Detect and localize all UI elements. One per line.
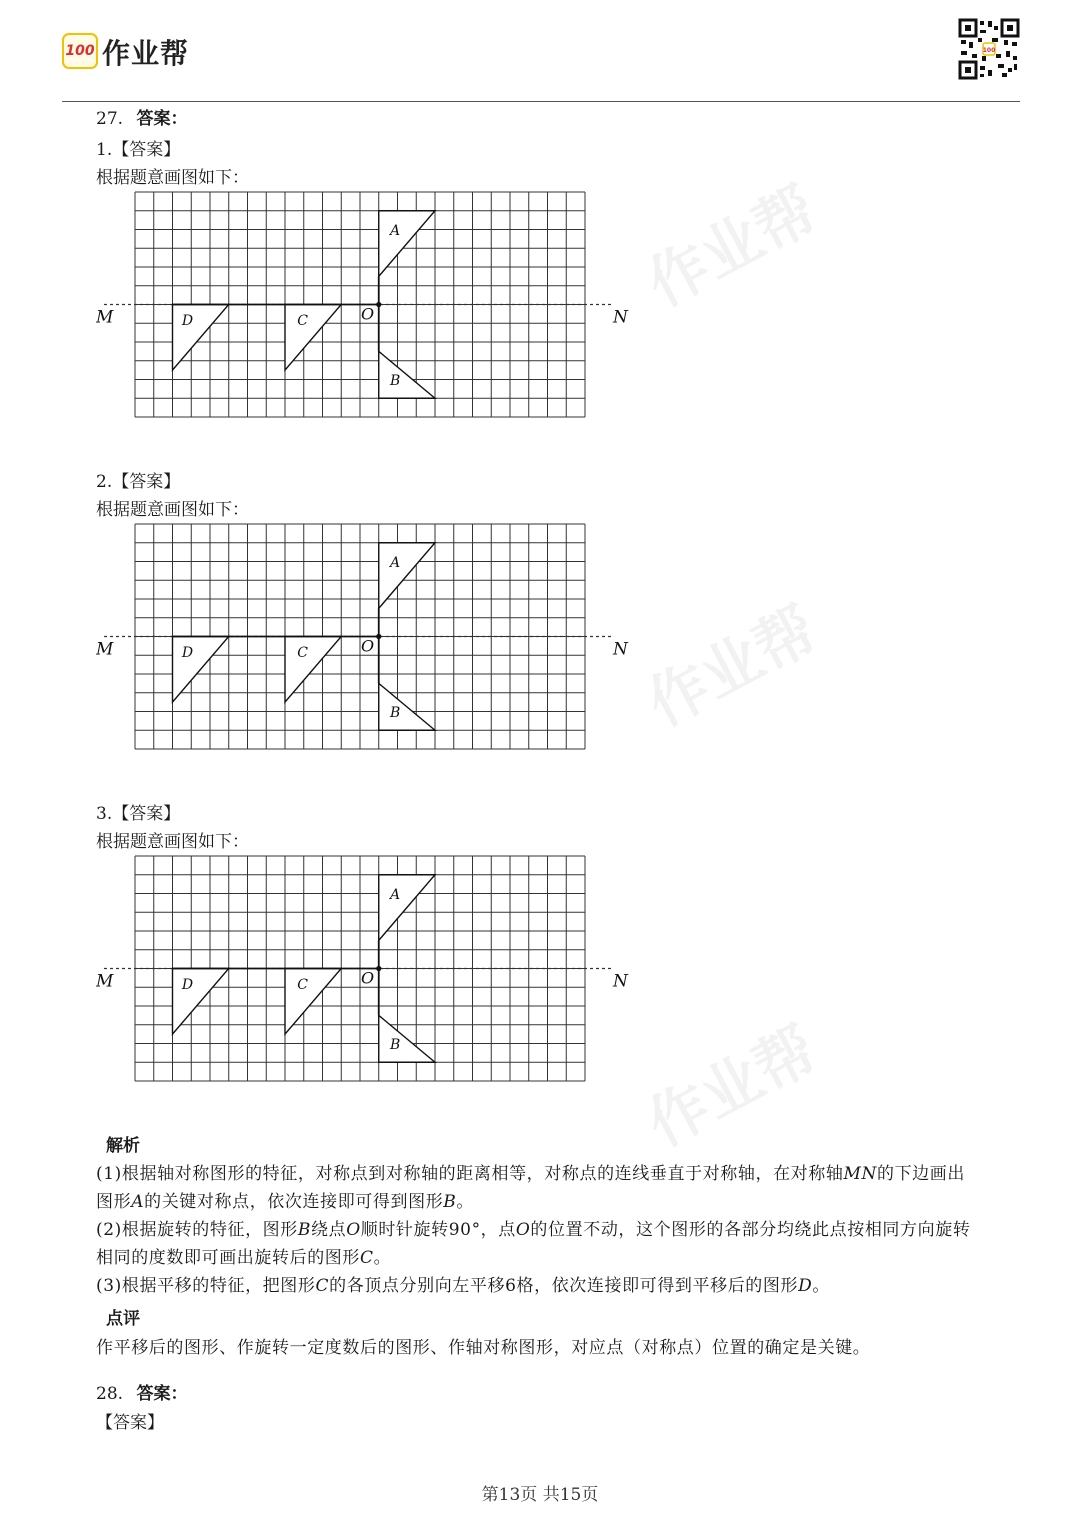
text: 的各顶点分别向左平移6格，依次连接即可得到平移后的图形 — [329, 1276, 799, 1296]
q28-answer: 【答案】 — [96, 1413, 164, 1433]
math-b: B — [443, 1192, 457, 1212]
text: 。 — [373, 1248, 392, 1268]
text: 。 — [456, 1192, 474, 1212]
watermark: 作业帮 — [636, 594, 829, 741]
text: 顺时针旋转 — [360, 1220, 449, 1240]
analysis-p1-line2 — [96, 1188, 1041, 1216]
label-b: B — [390, 1037, 401, 1054]
math-angle: 90° — [448, 1220, 481, 1240]
label-n: N — [613, 639, 628, 660]
label-m: M — [96, 971, 114, 992]
label-n: N — [613, 971, 628, 992]
math-mn: MN — [843, 1164, 877, 1184]
math-d: D — [798, 1276, 813, 1296]
label-o: O — [360, 636, 375, 656]
label-c: C — [297, 977, 308, 994]
point-o — [376, 966, 381, 971]
header-divider — [62, 101, 1020, 102]
part-2-label: 2.【答案】 — [96, 472, 181, 492]
figure-3-grid — [96, 852, 636, 1132]
analysis-paragraphs — [96, 1160, 1041, 1300]
label-a: A — [390, 223, 401, 240]
analysis-p3 — [96, 1272, 1041, 1300]
analysis-p2-line1 — [96, 1216, 1041, 1244]
text: ，点 — [480, 1220, 516, 1240]
label-a: A — [390, 555, 401, 572]
label-d: D — [181, 977, 194, 994]
shape-b — [379, 1015, 435, 1062]
label-b: B — [390, 705, 401, 722]
label-m: M — [96, 307, 114, 328]
analysis-p1-line1 — [96, 1160, 1041, 1188]
label-o: O — [360, 304, 375, 324]
q27-number: 27. — [96, 109, 124, 129]
text: 相同的度数即可画出旋转后的图形 — [96, 1248, 360, 1268]
svg-text:100: 100 — [982, 47, 996, 54]
label-c: C — [297, 645, 308, 662]
text: 的关键对称点，依次连接即可得到图形 — [144, 1192, 444, 1212]
q28-number: 28. — [96, 1384, 124, 1404]
math-a: A — [131, 1192, 145, 1212]
point-o — [376, 634, 381, 639]
point-o — [376, 302, 381, 307]
analysis-title: 解析 — [106, 1136, 140, 1156]
figure-2-grid — [96, 520, 636, 800]
text: 的下边画出 — [876, 1164, 965, 1184]
text: (1)根据轴对称图形的特征，对称点到对称轴的距离相等，对称点的连线垂直于对称轴，在对称轴 — [96, 1164, 844, 1184]
math-b: B — [297, 1220, 311, 1240]
text: 绕点 — [310, 1220, 347, 1240]
text: 。 — [812, 1276, 830, 1296]
label-m: M — [96, 639, 114, 660]
label-b: B — [390, 373, 401, 390]
part-3-label: 3.【答案】 — [96, 804, 181, 824]
page-number: 第13页 共15页 — [481, 1485, 599, 1505]
watermark: 作业帮 — [636, 174, 829, 321]
q27-heading — [96, 108, 187, 130]
math-o: O — [515, 1220, 531, 1240]
label-d: D — [181, 313, 194, 330]
logo-badge-text: 100 — [65, 43, 95, 59]
comment-title: 点评 — [106, 1309, 140, 1329]
text: 的位置不动，这个图形的各部分均绕此点按相同方向旋转 — [530, 1220, 971, 1240]
analysis-p2-line2 — [96, 1244, 1041, 1272]
shape-b — [379, 351, 435, 398]
q27-answer-label: 答案： — [136, 109, 188, 129]
shape-b — [379, 683, 435, 730]
label-n: N — [613, 307, 628, 328]
math-o: O — [346, 1220, 361, 1240]
comment-text: 作平移后的图形、作旋转一定度数后的图形、作轴对称图形，对应点（对称点）位置的确定是关键。 — [96, 1338, 871, 1358]
logo-icon — [62, 33, 98, 69]
text: 图形 — [96, 1192, 132, 1212]
math-c: C — [360, 1248, 374, 1268]
part-1-intro: 根据题意画图如下： — [96, 168, 249, 188]
q28-answer-label: 答案： — [136, 1384, 188, 1404]
part-2-intro: 根据题意画图如下： — [96, 500, 249, 520]
qr-code-icon — [958, 18, 1020, 80]
part-1-label: 1.【答案】 — [96, 140, 181, 160]
part-3-intro: 根据题意画图如下： — [96, 832, 249, 852]
text: (3)根据平移的特征，把图形 — [96, 1276, 316, 1296]
label-o: O — [360, 968, 375, 988]
watermark: 作业帮 — [636, 1014, 829, 1161]
label-c: C — [297, 313, 308, 330]
math-c: C — [315, 1276, 330, 1296]
label-d: D — [181, 645, 194, 662]
brand-name: 作业帮 — [102, 37, 190, 70]
figure-1-grid — [96, 188, 636, 468]
text: (2)根据旋转的特征，图形 — [96, 1220, 298, 1240]
q28-heading — [96, 1383, 187, 1405]
label-a: A — [390, 887, 401, 904]
